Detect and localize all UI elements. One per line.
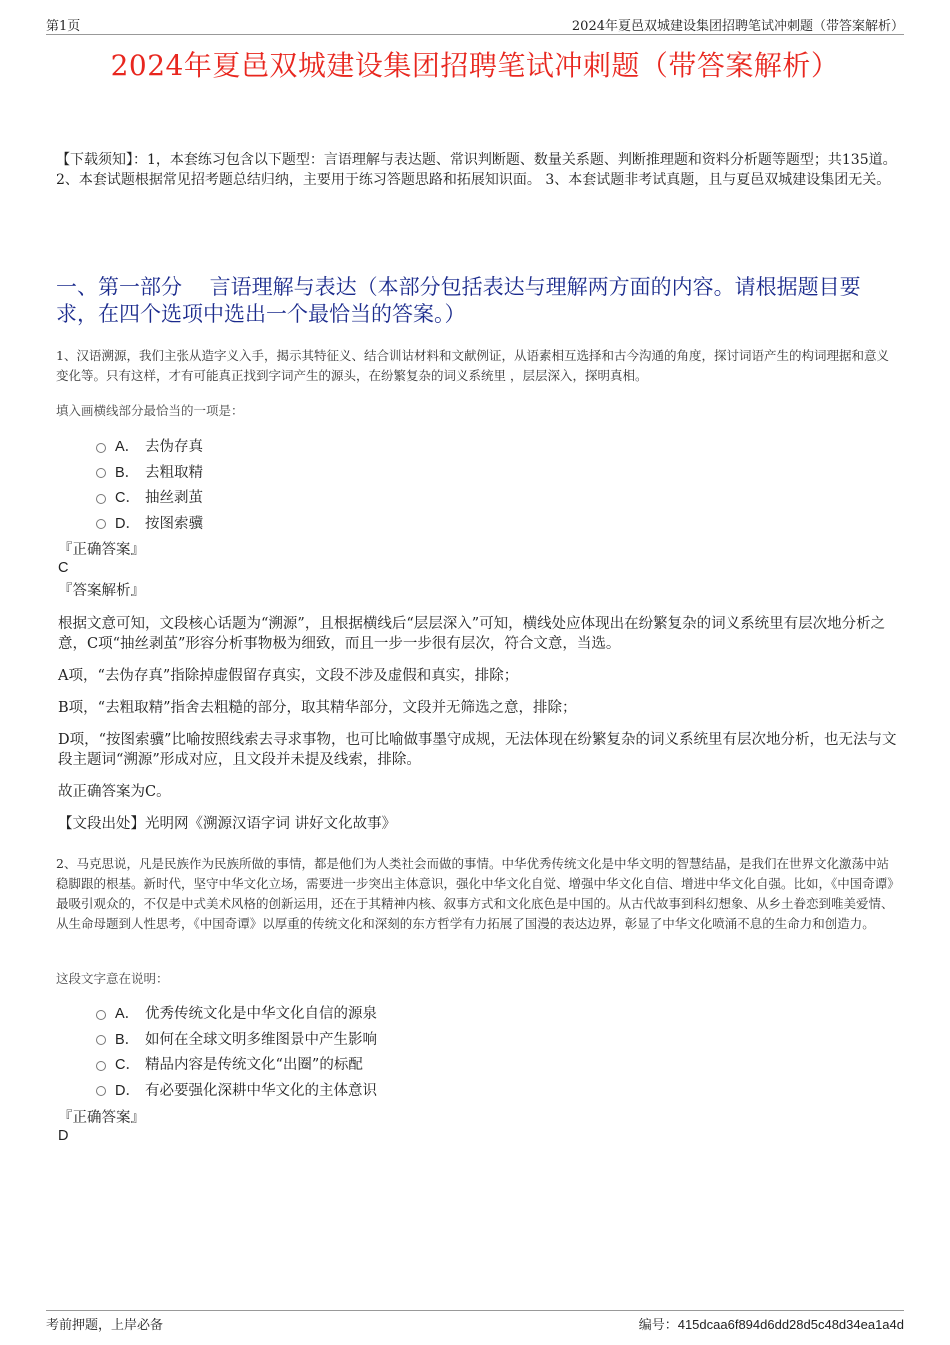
section-heading: 一、第一部分 言语理解与表达（本部分包括表达与理解两方面的内容。请根据题目要求，在四个选项中选出一个最恰当的答案。） xyxy=(56,275,861,326)
radio-icon[interactable] xyxy=(96,1061,106,1071)
question-2-option-b[interactable]: B． 如何在全球文明多维图景中产生影响 xyxy=(96,1026,377,1052)
header-doc-title: 2024年夏邑双城建设集团招聘笔试冲刺题（带答案解析） xyxy=(571,19,904,34)
footer-slogan: 考前押题，上岸必备 xyxy=(46,1318,164,1333)
page-number: 第1页 xyxy=(46,19,81,34)
analysis-paragraph: B项，“去粗取精”指舍去粗糙的部分，取其精华部分，文段并无筛选之意，排除； xyxy=(58,700,577,716)
question-2-option-a[interactable]: A． 优秀传统文化是中华文化自信的源泉 xyxy=(96,1000,377,1026)
question-1-prompt: 填入画横线部分最恰当的一项是： xyxy=(56,403,244,418)
question-1-text: 1、汉语溯源，我们主张从造字义入手，揭示其特征义、结合训诂材料和文献例证，从语素相互选择和古今沟通的角度，探讨词语产生的构词理据和意义变化等。只有这样，才有可能真正找到字词产生的源头，在纷繁复杂的词义系统里 ，层层深入，探明真相。 xyxy=(56,348,889,383)
question-1-option-b[interactable]: B． 去粗取精 xyxy=(96,459,203,485)
analysis-source: 【文段出处】光明网《溯源汉语字词 讲好文化故事》 xyxy=(58,816,397,832)
question-2-option-c[interactable]: C． 精品内容是传统文化“出圈”的标配 xyxy=(96,1051,377,1077)
question-1-answer: C xyxy=(58,560,69,576)
question-2-option-d[interactable]: D． 有必要强化深耕中华文化的主体意识 xyxy=(96,1077,377,1103)
radio-icon[interactable] xyxy=(96,443,106,453)
radio-icon[interactable] xyxy=(96,1086,106,1096)
radio-icon[interactable] xyxy=(96,1010,106,1020)
question-1-option-c[interactable]: C． 抽丝剥茧 xyxy=(96,484,203,510)
document-title: 2024年夏邑双城建设集团招聘笔试冲刺题（带答案解析） xyxy=(110,49,840,82)
radio-icon[interactable] xyxy=(96,468,106,478)
question-2-options xyxy=(96,1000,377,1102)
question-1-analysis-label: 『答案解析』 xyxy=(58,583,145,599)
footer-serial: 编号：415dcaa6f894d6dd28d5c48d34ea1a4d xyxy=(638,1317,904,1333)
radio-icon[interactable] xyxy=(96,519,106,529)
question-2-answer-label: 『正确答案』 xyxy=(58,1110,145,1126)
question-2-prompt: 这段文字意在说明： xyxy=(56,971,169,986)
analysis-paragraph: 故正确答案为C。 xyxy=(58,784,171,800)
radio-icon[interactable] xyxy=(96,494,106,504)
question-1-option-a[interactable]: A． 去伪存真 xyxy=(96,433,203,459)
question-1-answer-label: 『正确答案』 xyxy=(58,542,145,558)
question-1-option-d[interactable]: D． 按图索骥 xyxy=(96,510,203,536)
page-footer xyxy=(46,1310,904,1331)
download-notice: 【下载须知】：1，本套练习包含以下题型：言语理解与表达题、常识判断题、数量关系题、判断推理题和资料分析题等题型；共135道。 2、本套试题根据常见招考题总结归纳，主要用于练习答题思路和拓展知识面。 3、本套试题非考试真题，且与夏邑双城建设集团无关。 xyxy=(56,152,897,188)
analysis-paragraph: 根据文意可知，文段核心话题为“溯源”，且根据横线后“层层深入”可知，横线处应体现出在纷繁复杂的词义系统里有层次地分析之意，C项“抽丝剥茧”形容分析事物极为细致，而且一步一步很有层次，符合文意，当选。 xyxy=(58,616,886,652)
analysis-paragraph: D项，“按图索骥”比喻按照线索去寻求事物，也可比喻做事墨守成规，无法体现在纷繁复杂的词义系统里有层次地分析，也无法与文段主题词“溯源”形成对应，且文段并未提及线索，排除。 xyxy=(58,732,897,768)
question-2-text: 2、马克思说，凡是民族作为民族所做的事情，都是他们为人类社会而做的事情。中华优秀传统文化是中华文明的智慧结晶，是我们在世界文化激荡中站稳脚跟的根基。新时代，坚守中华文化立场，需要进一步突出主体意识，强化中华文化自觉、增强中华文化自信、增进中华文化自强。比如，《中国奇谭》最吸引观众的，不仅是中式美术风格的创新运用，还在于其精神内核、叙事方式和文化底色是中国的。从古代故事到科幻想象、从乡土眷恋到唯美爱情、从生命母题到人性思考，《中国奇谭》以厚重的传统文化和深刻的东方哲学有力拓展了国漫的表达边界，彰显了中华文化喷涌不息的生命力和创造力。 xyxy=(56,856,894,931)
radio-icon[interactable] xyxy=(96,1035,106,1045)
page-header xyxy=(46,14,904,35)
question-2-answer: D xyxy=(58,1128,69,1144)
question-1-options xyxy=(96,433,203,535)
question-1-analysis xyxy=(58,614,898,846)
analysis-paragraph: A项，“去伪存真”指除掉虚假留存真实，文段不涉及虚假和真实，排除； xyxy=(58,668,519,684)
